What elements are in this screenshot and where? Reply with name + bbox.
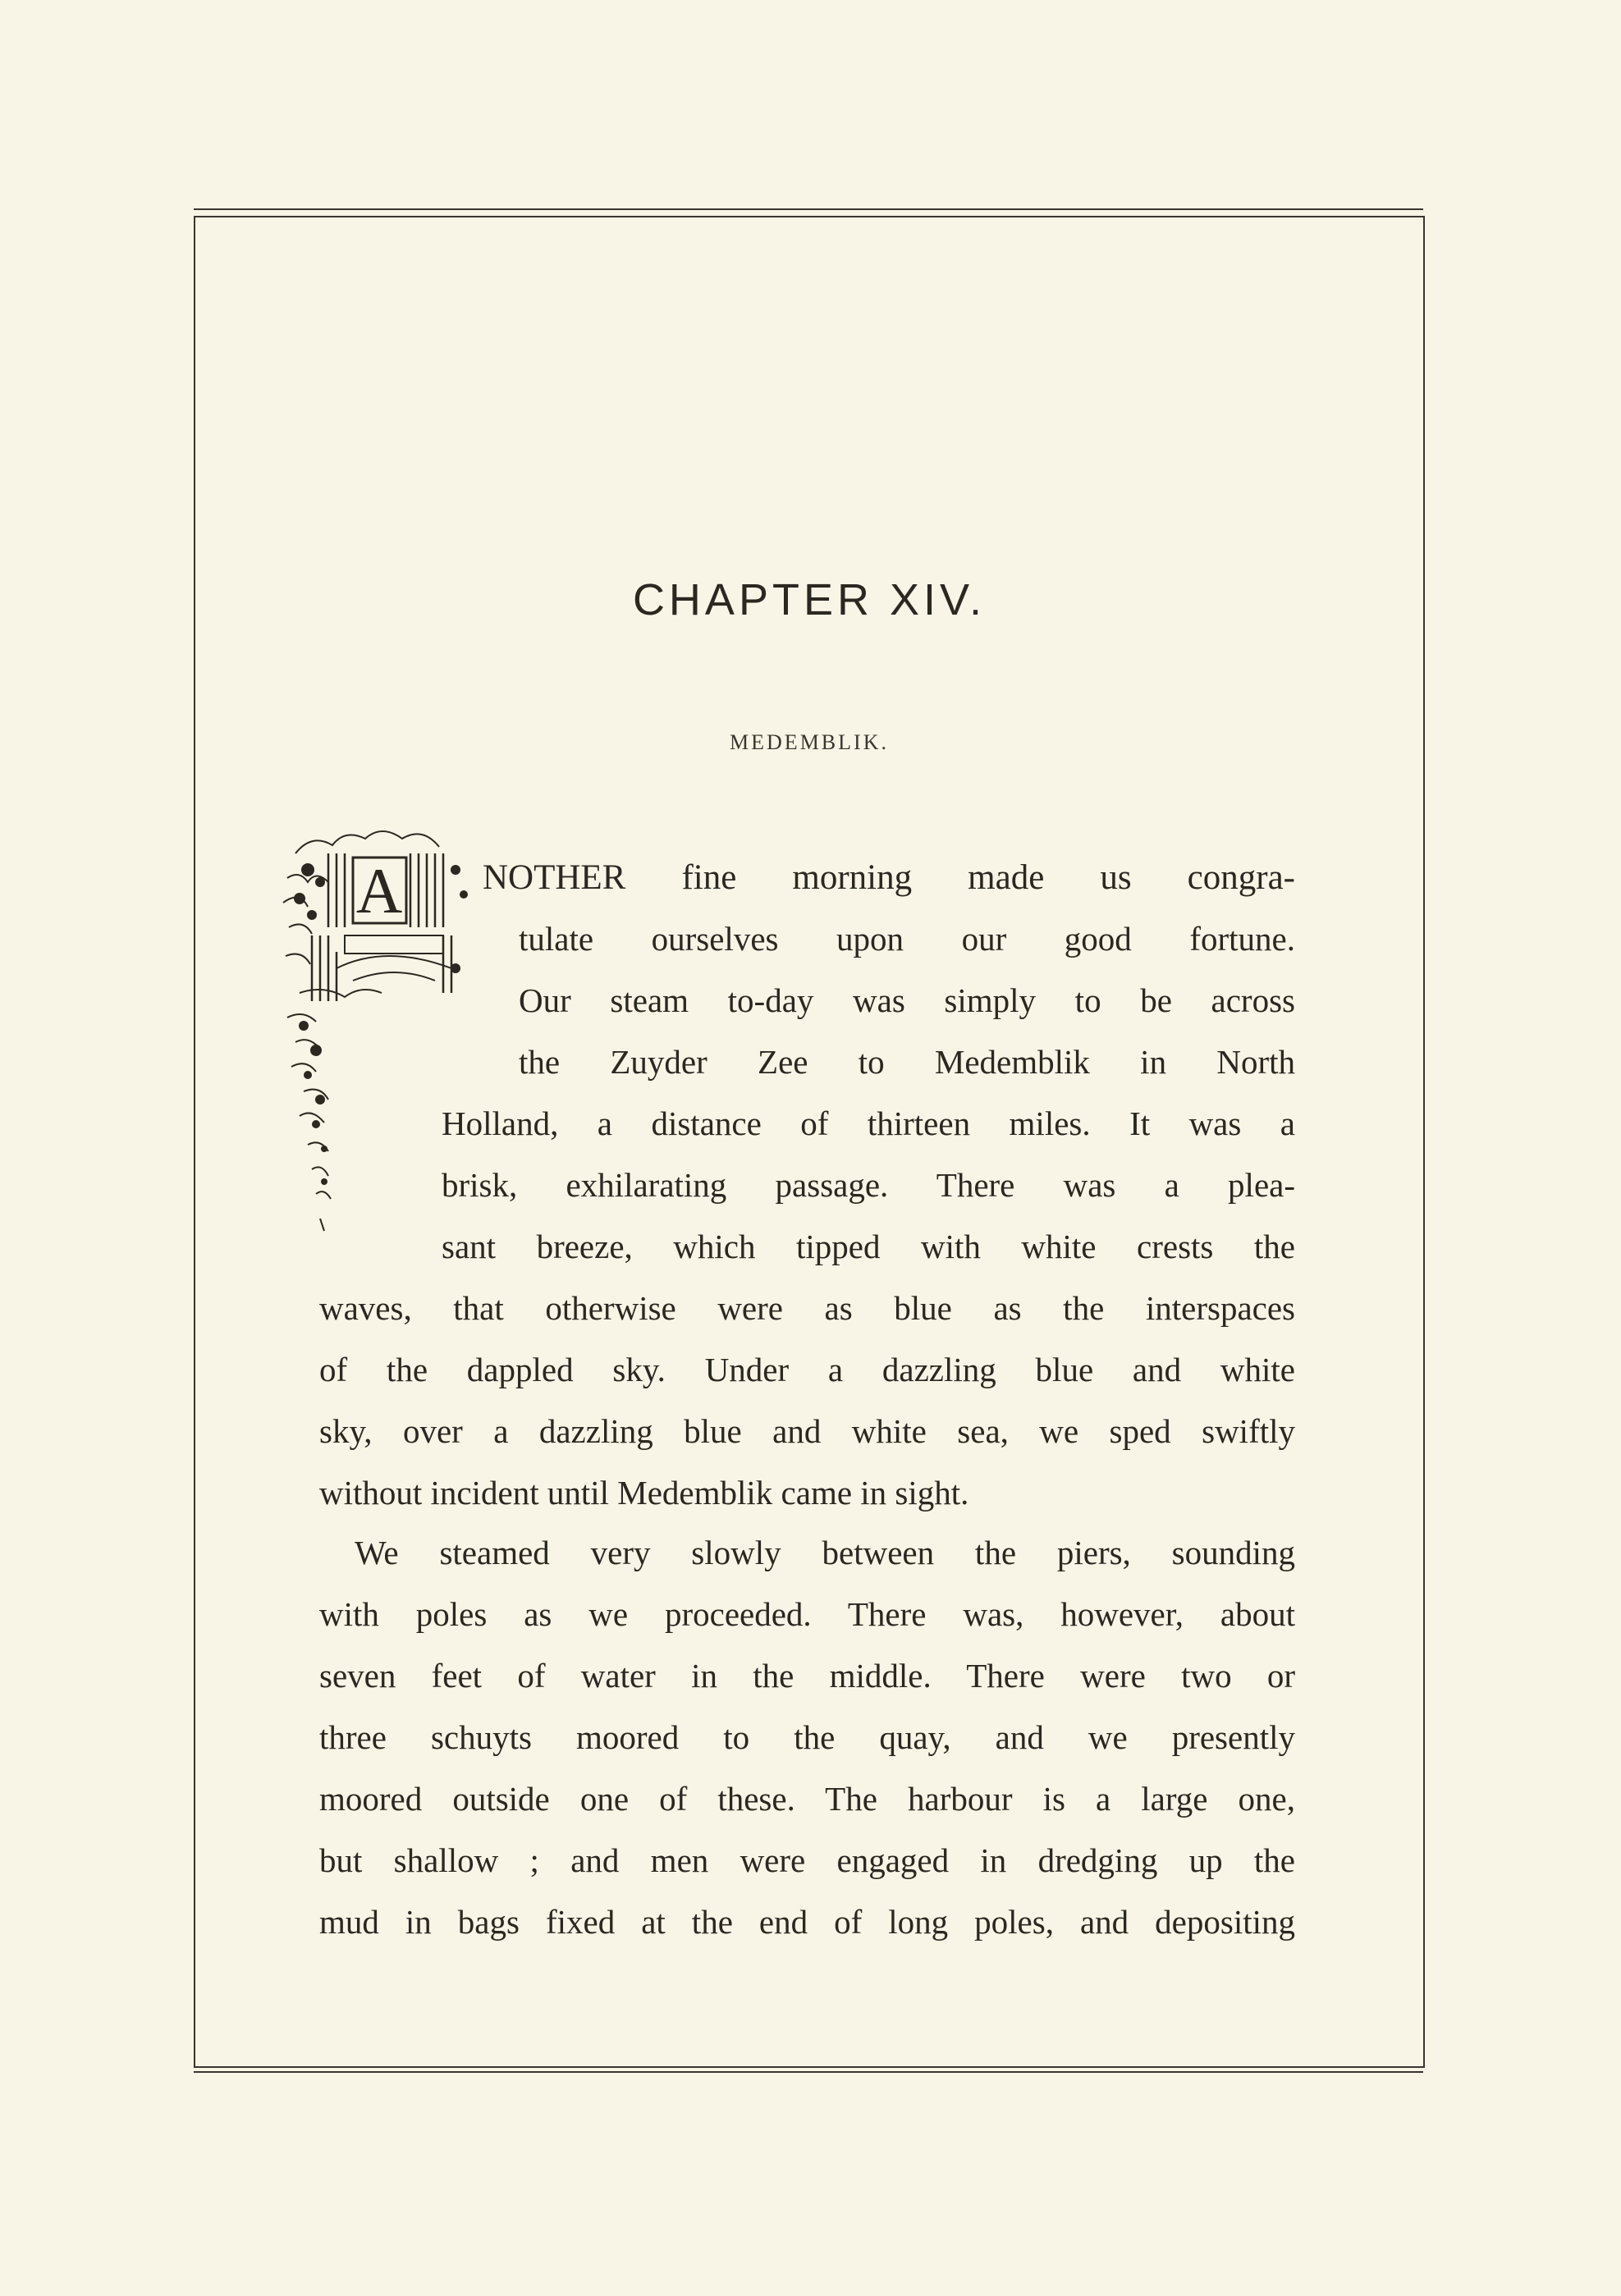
body-line-11: without incident until Medemblik came in sight. <box>319 1474 969 1512</box>
body-line-17: but shallow ; and men were engaged in dredging up the <box>319 1841 1295 1879</box>
body-line-5: Holland, a distance of thirteen miles. It was a <box>442 1105 1295 1142</box>
body-line-12: We steamed very slowly between the piers, sounding <box>355 1534 1295 1571</box>
frame-top-rule <box>194 208 1423 210</box>
body-line-14: seven feet of water in the middle. There were two or <box>319 1657 1295 1695</box>
body-line-10: sky, over a dazzling blue and white sea, we sped swiftly <box>319 1412 1295 1450</box>
body-line-8: waves, that otherwise were as blue as the interspaces <box>319 1289 1295 1327</box>
chapter-title: CHAPTER XIV. <box>632 575 987 624</box>
body-line-1: NOTHER fine morning made us congra- <box>483 858 1295 897</box>
svg-text:A: A <box>355 855 403 926</box>
body-line-18: mud in bags fixed at the end of long poles, and depositing <box>319 1903 1295 1941</box>
body-line-13: with poles as we proceeded. There was, however, about <box>319 1595 1295 1633</box>
body-line-16: moored outside one of these. The harbour is a large one, <box>319 1780 1295 1818</box>
frame-bottom-rule <box>194 2071 1423 2073</box>
chapter-subtitle: MEDEMBLIK. <box>730 730 889 754</box>
body-line-9: of the dappled sky. Under a dazzling blue and white <box>319 1351 1295 1388</box>
body-line-6: brisk, exhilarating passage. There was a plea- <box>442 1166 1295 1204</box>
body-line-4: the Zuyder Zee to Medemblik in North <box>519 1043 1295 1081</box>
body-line-7: sant breeze, which tipped with white crests the <box>442 1228 1295 1265</box>
body-line-3: Our steam to-day was simply to be across <box>519 981 1295 1019</box>
body-line-15: three schuyts moored to the quay, and we presently <box>319 1718 1295 1756</box>
body-line-2: tulate ourselves upon our good fortune. <box>519 920 1295 958</box>
